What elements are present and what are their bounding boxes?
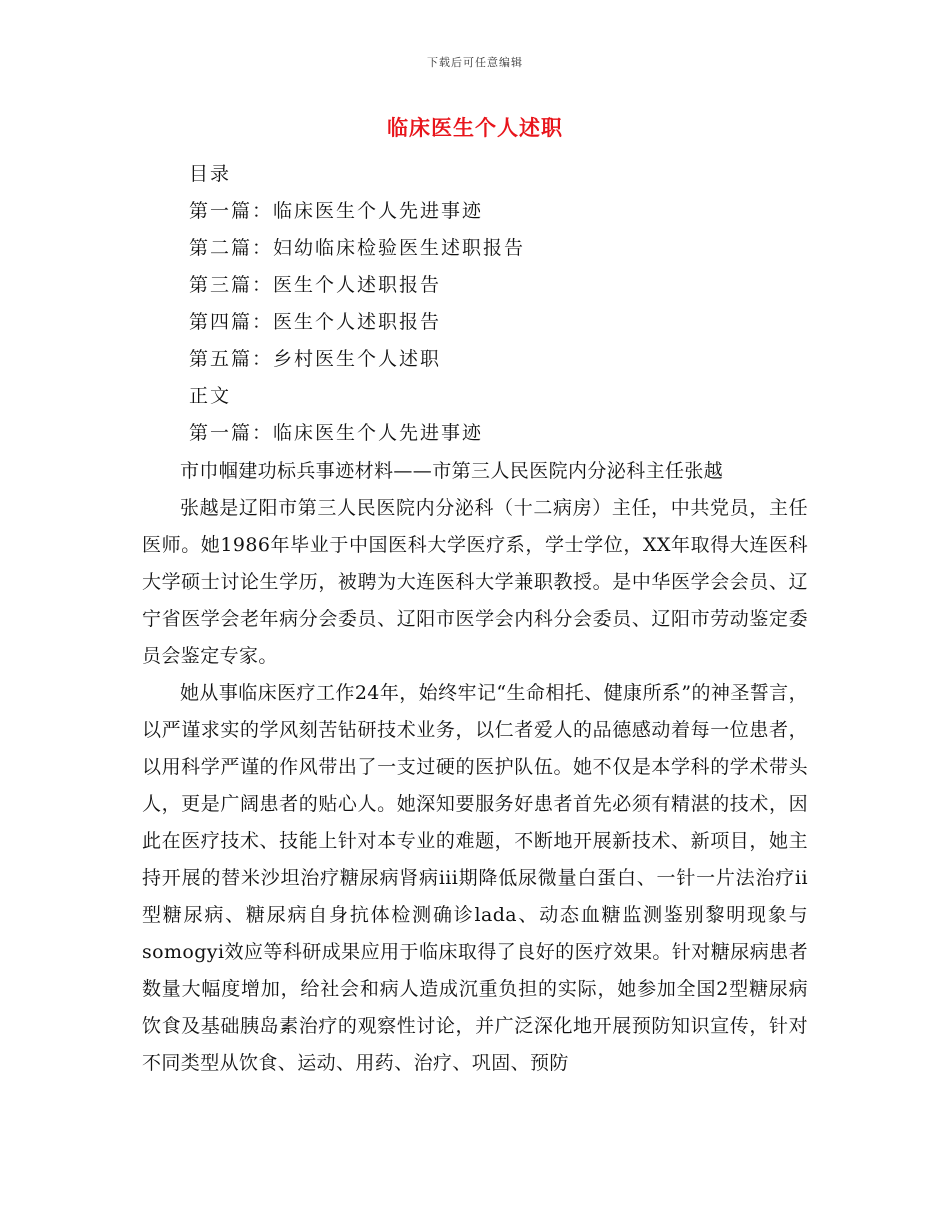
toc-item: 第二篇：妇幼临床检验医生述职报告 — [189, 237, 526, 259]
body-paragraph: 张越是辽阳市第三人民医院内分泌科（十二病房）主任，中共党员，主任医师。她1986年毕业于中国医科大学医疗系，学士学位，XX年取得大连医科大学硕士讨论生学历，被聘为大连医科大学兼职教授。是中华医学会会员、辽宁省医学会老年病分会委员、辽阳市医学会内科分会委员、辽阳市劳动鉴定委员会鉴定专家。 — [142, 497, 808, 667]
body-paragraph: 她从事临床医疗工作24年，始终牢记“生命相托、健康所系”的神圣誓言，以严谨求实的学风刻苦钻研技术业务，以仁者爱人的品德感动着每一位患者，以用科学严谨的作风带出了一支过硬的医护队伍。她不仅是本学科的学术带头人，更是广阔患者的贴心人。她深知要服务好患者首先必须有精湛的技术，因此在医疗技术、技能上针对本专业的难题，不断地开展新技术、新项目，她主持开展的替米沙坦治疗糖尿病肾病iii期降低尿微量白蛋白、一针一片法治疗ii型糖尿病、糖尿病自身抗体检测确诊lada、动态血糖监测鉴别黎明现象与somogyi效应等科研成果应用于临床取得了良好的医疗效果。针对糖尿病患者数量大幅度增加，给社会和病人造成沉重负担的实际，她参加全国2型糖尿病饮食及基础胰岛素治疗的观察性讨论，并广泛深化地开展预防知识宣传，针对不同类型从饮食、运动、用药、治疗、巩固、预防 — [142, 682, 808, 1074]
toc-item: 第五篇：乡村医生个人述职 — [189, 348, 442, 370]
chapter-heading: 第一篇：临床医生个人先进事迹 — [189, 422, 484, 444]
document-body — [142, 453, 808, 1082]
toc-heading: 目录 — [189, 163, 232, 185]
toc-item: 第四篇：医生个人述职报告 — [189, 311, 442, 333]
toc-item: 第三篇：医生个人述职报告 — [189, 274, 442, 296]
table-of-contents — [189, 156, 525, 452]
chapter-subtitle: 市巾帼建功标兵事迹材料——市第三人民医院内分泌科主任张越 — [180, 460, 724, 482]
toc-item: 第一篇：临床医生个人先进事迹 — [189, 200, 484, 222]
document-title: 临床医生个人述职 — [387, 115, 563, 140]
header-note: 下载后可任意编辑 — [427, 56, 523, 69]
body-heading: 正文 — [189, 385, 232, 407]
